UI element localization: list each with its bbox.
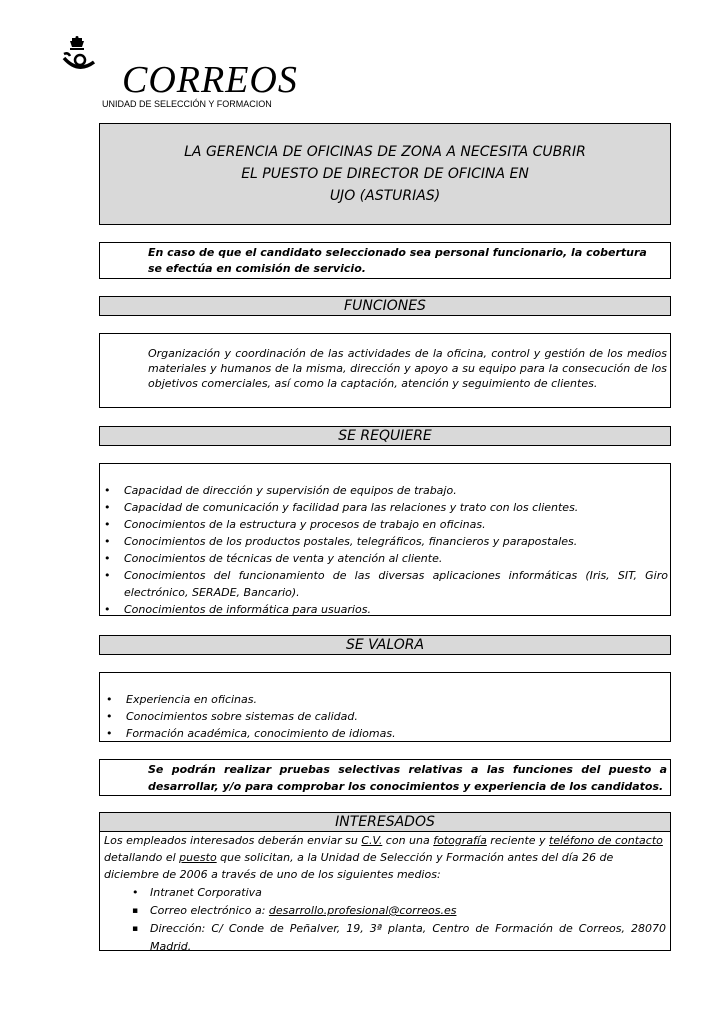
title-line-1: LA GERENCIA DE OFICINAS DE ZONA A NECESITA CUBRIR <box>184 144 586 160</box>
requiere-item: • Conocimientos del funcionamiento de las diversas aplicaciones informáticas (Iris, SIT, Giro electrónico, SERADE, Bancario). <box>98 567 668 601</box>
brand-name: CORREOS <box>122 59 298 101</box>
pruebas-box <box>99 759 671 796</box>
telefono-link: teléfono de contacto <box>549 834 663 847</box>
foto-link: fotografía <box>433 834 487 847</box>
requiere-item: • Capacidad de comunicación y facilidad para las relaciones y trato con los clientes. <box>98 499 668 516</box>
interesados-text: Los empleados interesados deberán enviar su C.V. con una fotografía reciente y teléfono de contacto detallando el puesto que solicitan, a la Unidad de Selección y Formación antes del día 26 de diciembre de 2006 a través de uno de los siguientes medios: <box>104 834 663 881</box>
valora-heading: SE VALORA <box>99 635 671 655</box>
title-line-3: UJO (ASTURIAS) <box>329 188 441 204</box>
funciones-box <box>99 333 671 408</box>
requiere-item: • Conocimientos de la estructura y procesos de trabajo en oficinas. <box>98 516 668 533</box>
valora-box <box>99 672 671 742</box>
cv-link: C.V. <box>361 834 383 847</box>
interesados-box <box>99 831 671 951</box>
medio-direccion: ▪ Dirección: C/ Conde de Peñalver, 19, 3ª planta, Centro de Formación de Correos, 28070 Madrid. <box>104 920 666 956</box>
interesados-heading: INTERESADOS <box>99 812 671 832</box>
pruebas-text: Se podrán realizar pruebas selectivas relativas a las funciones del puesto a desarrollar, y/o para comprobar los conocimientos y experiencia de los candidatos. <box>148 763 667 793</box>
valora-item: • Formación académica, conocimiento de idiomas. <box>100 725 668 742</box>
requiere-box <box>99 463 671 616</box>
unit-name: UNIDAD DE SELECCIÓN Y FORMACION <box>102 99 272 109</box>
crown-horn-icon <box>58 36 118 76</box>
requiere-item: • Capacidad de dirección y supervisión de equipos de trabajo. <box>98 482 668 499</box>
requiere-heading: SE REQUIERE <box>99 426 671 446</box>
title-box <box>99 123 671 225</box>
requiere-item: • Conocimientos de técnicas de venta y atención al cliente. <box>98 550 668 567</box>
valora-item: • Conocimientos sobre sistemas de calidad. <box>100 708 668 725</box>
requiere-item: • Conocimientos de informática para usuarios. <box>98 601 668 618</box>
puesto-link: puesto <box>179 851 217 864</box>
funciones-text: Organización y coordinación de las actividades de la oficina, control y gestión de los medios materiales y humanos de la misma, dirección y apoyo a su equipo para la consecución de los objetivos comerciales, así como la captación, atención y seguimiento de clientes. <box>148 347 667 390</box>
requiere-item: • Conocimientos de los productos postales, telegráficos, financieros y parapostales. <box>98 533 668 550</box>
title-line-2: EL PUESTO DE DIRECTOR DE OFICINA EN <box>241 166 529 182</box>
valora-item: • Experiencia en oficinas. <box>100 691 668 708</box>
medio-intranet: • Intranet Corporativa <box>104 884 666 902</box>
correos-logo <box>58 36 298 109</box>
email-link[interactable]: desarrollo.profesional@correos.es <box>268 904 457 917</box>
medio-email: ▪ Correo electrónico a: desarrollo.profesional@correos.es <box>104 902 666 920</box>
funcionario-note: En caso de que el candidato seleccionado sea personal funcionario, la cobertura se efectúa en comisión de servicio. <box>99 242 671 279</box>
funciones-heading: FUNCIONES <box>99 296 671 316</box>
